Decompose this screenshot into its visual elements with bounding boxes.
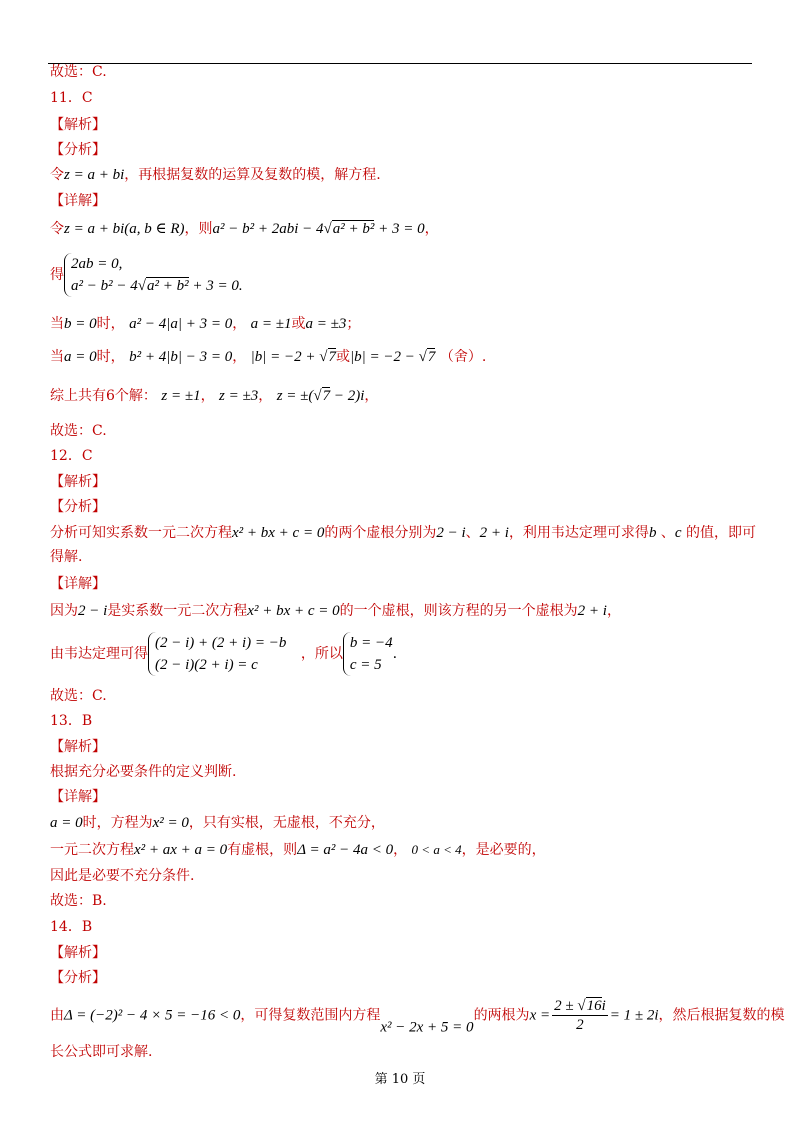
header-rule (48, 63, 752, 64)
equation-brace: (2 − i) + (2 + i) = −b (2 − i)(2 + i) = c (148, 632, 286, 676)
conclusion-line: 因此是必要不充分条件. (50, 868, 195, 884)
xiangjie-label: 【详解】 (50, 789, 106, 805)
xiangjie-label: 【详解】 (50, 193, 106, 209)
fraction: $\frac{2 \pm √16i}{2}$ (554, 998, 606, 1033)
question-number-11: 11．C (50, 90, 93, 106)
jiexi-label: 【解析】 (50, 945, 106, 961)
analysis-text: 分析可知实系数一元二次方程x² + bx + c = 0的两个虚根分别为2 − i、2 + i，利用韦达定理可求得b 、c 的值，即可 (50, 525, 757, 541)
fenxi-label: 【分析】 (50, 142, 106, 158)
question-number-14: 14．B (50, 919, 93, 935)
answer-line: 故选：B. (50, 893, 107, 909)
answer-line: 故选：C. (50, 688, 107, 704)
jiexi-label: 【解析】 (50, 474, 106, 490)
detail-line-1: 令z = a + bi(a, b ∈ R)，则a² − b² + 2abi − 4√a² + b² + 3 = 0， (50, 221, 439, 237)
analysis-text: 由Δ = (−2)² − 4 × 5 = −16 < 0，可得复数范围内方程x² − 2x + 5 = 0的两根为x = $\frac{2 \pm √16i}{2}$ = 1 ± 2i，然后根据复数的模 (50, 998, 785, 1036)
jiexi-label: 【解析】 (50, 739, 106, 755)
analysis-text-cont: 长公式即可求解. (50, 1044, 153, 1060)
detail-line-2: 一元二次方程x² + ax + a = 0有虚根，则Δ = a² − 4a < 0， 0 < a < 4，是必要的， (50, 842, 546, 858)
analysis-text: 根据充分必要条件的定义判断. (50, 764, 237, 780)
equation-brace: b = −4 c = 5 (343, 632, 393, 676)
fenxi-label: 【分析】 (50, 499, 106, 515)
summary-line: 综上共有6个解： z = ±1， z = ±3， z = ±(√7 − 2)i， (50, 388, 379, 404)
analysis-text-cont: 得解. (50, 549, 83, 565)
page-footer: 第 10 页 (374, 1072, 426, 1087)
answer-line: 故选：C. (50, 64, 107, 80)
vieta-system: 由韦达定理可得 (2 − i) + (2 + i) = −b (2 − i)(2 + i) = c ，所以 b = −4 c = 5 . (50, 632, 397, 676)
equation-brace: 2ab = 0, a² − b² − 4√a² + b² + 3 = 0. (64, 253, 243, 297)
analysis-text: 令z = a + bi，再根据复数的运算及复数的模，解方程. (50, 167, 381, 183)
case-a-zero: 当a = 0时， b² + 4|b| − 3 = 0， |b| = −2 + √7或|b| = −2 − √7 （舍）. (50, 349, 487, 365)
jiexi-label: 【解析】 (50, 117, 106, 133)
case-b-zero: 当b = 0时， a² − 4|a| + 3 = 0， a = ±1或a = ±3； (50, 316, 361, 332)
fenxi-label: 【分析】 (50, 970, 106, 986)
system-of-equations: 得 2ab = 0, a² − b² − 4√a² + b² + 3 = 0. (50, 253, 243, 297)
question-number-12: 12．C (50, 448, 93, 464)
question-number-13: 13．B (50, 713, 93, 729)
detail-line-1: a = 0时，方程为x² = 0，只有实根，无虚根，不充分， (50, 815, 385, 831)
answer-line: 故选：C. (50, 423, 107, 439)
xiangjie-label: 【详解】 (50, 576, 106, 592)
detail-line-1: 因为2 − i是实系数一元二次方程x² + bx + c = 0的一个虚根，则该方程的另一个虚根为2 + i， (50, 603, 621, 619)
